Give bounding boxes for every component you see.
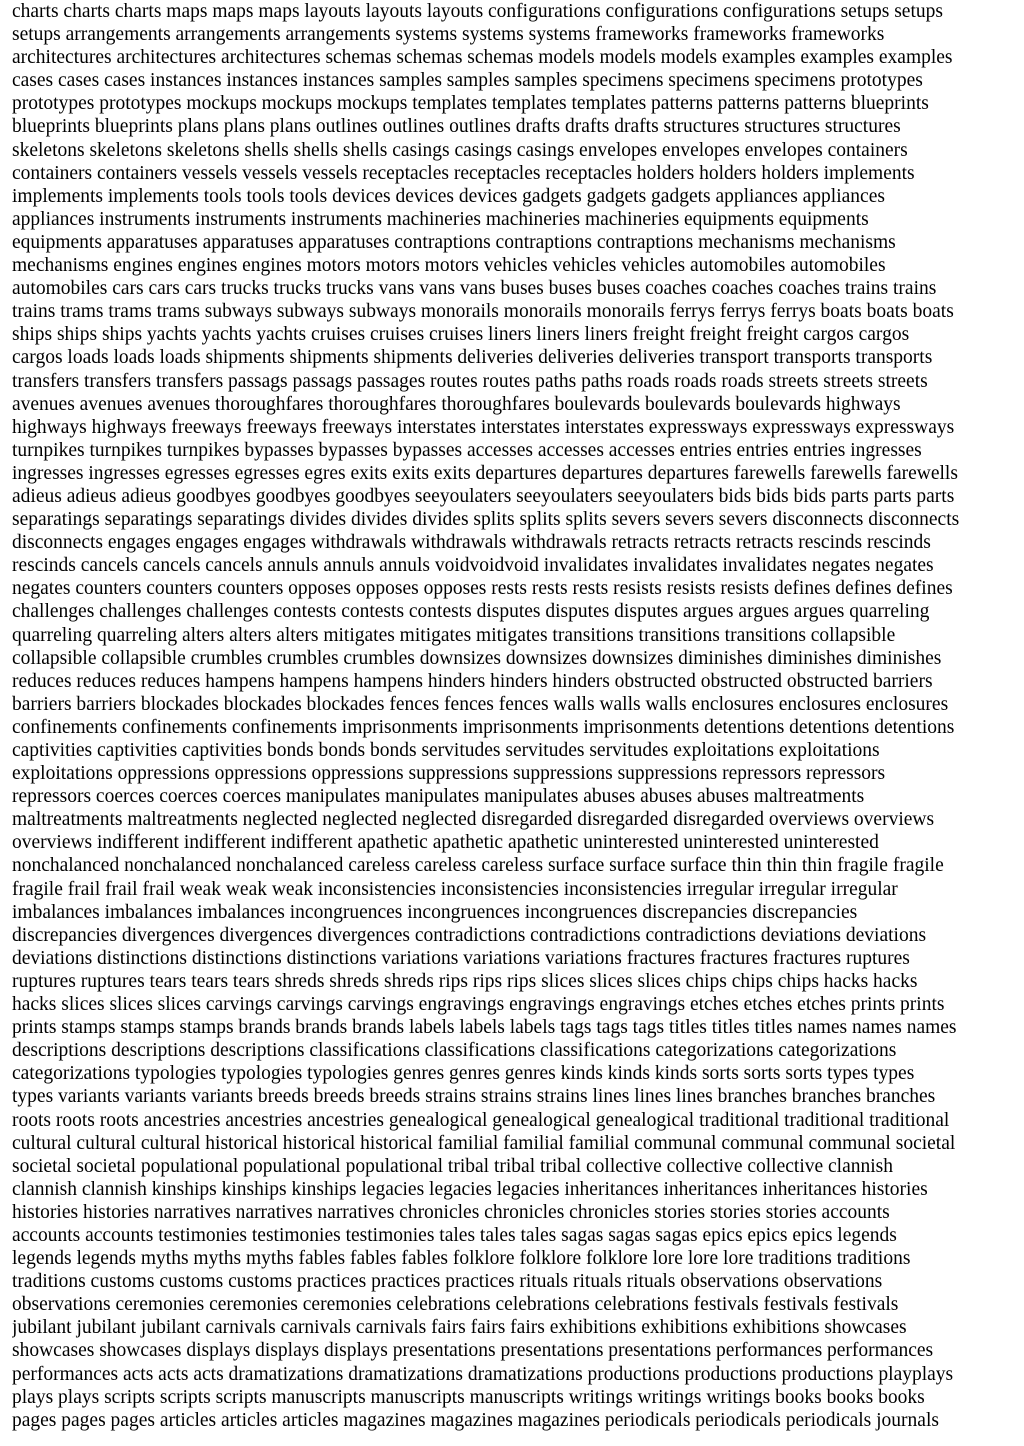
text-line: performances acts acts acts dramatizations dramatizations dramatizations productions productions productions playplays [12, 1363, 954, 1385]
text-line: prints stamps stamps stamps brands brands brands labels labels labels tags tags tags titles titles titles names names names [12, 1017, 957, 1039]
text-line: charts charts charts maps maps maps layouts layouts layouts configurations configurations configurations setups setups [12, 1, 943, 22]
text-line: ruptures ruptures tears tears tears shreds shreds shreds rips rips rips slices slices slices chips chips chips hacks hacks [12, 970, 918, 992]
text-line: separatings separatings separatings divides divides divides splits splits splits severs severs severs disconnects disconnects [12, 509, 960, 531]
text-line: overviews indifferent indifferent indifferent apathetic apathetic apathetic uninterested uninterested uninterested [12, 832, 879, 854]
text-line: confinements confinements confinements imprisonments imprisonments imprisonments detentions detentions detentions [12, 716, 955, 738]
text-line: containers containers vessels vessels vessels receptacles receptacles receptacles holders holders holders implements [12, 162, 915, 184]
text-line: turnpikes turnpikes turnpikes bypasses bypasses bypasses accesses accesses accesses entries entries entries ingresses [12, 439, 922, 461]
text-line: blueprints blueprints plans plans plans outlines outlines outlines drafts drafts drafts structures structures structures [12, 116, 901, 138]
text-line: automobiles cars cars cars trucks trucks trucks vans vans vans buses buses buses coaches coaches coaches trains trains [12, 278, 937, 300]
text-line: cultural cultural cultural historical historical historical familial familial familial communal communal communal societal [12, 1132, 956, 1154]
text-line: reduces reduces reduces hampens hampens hampens hinders hinders hinders obstructed obstructed obstructed barriers [12, 670, 933, 692]
text-line: mechanisms engines engines engines motors motors motors vehicles vehicles vehicles automobiles automobiles [12, 255, 886, 277]
text-line: adieus adieus adieus goodbyes goodbyes goodbyes seeyoulaters seeyoulaters seeyoulaters bids bids bids parts parts parts [12, 485, 955, 507]
text-line: repressors coerces coerces coerces manipulates manipulates manipulates abuses abuses abuses maltreatments [12, 786, 865, 808]
text-line: equipments apparatuses apparatuses apparatuses contraptions contraptions contraptions mechanisms mechanisms [12, 231, 896, 253]
text-line: legends legends myths myths myths fables fables fables folklore folklore folklore lore lore lore traditions traditions [12, 1248, 911, 1270]
text-line: fragile frail frail frail weak weak weak inconsistencies inconsistencies inconsistencies irregular irregular irregular [12, 878, 898, 900]
text-line: types variants variants variants breeds breeds breeds strains strains strains lines lines lines branches branches branches [12, 1086, 936, 1108]
text-line: challenges challenges challenges contests contests contests disputes disputes disputes argues argues argues quarreling [12, 601, 930, 623]
text-line: avenues avenues avenues thoroughfares thoroughfares thoroughfares boulevards boulevards boulevards highways [12, 393, 901, 415]
text-line: clannish clannish kinships kinships kinships legacies legacies legacies inheritances inheritances inheritances histories [12, 1178, 928, 1200]
text-line: prototypes prototypes mockups mockups mockups templates templates templates patterns patterns patterns blueprints [12, 93, 929, 115]
text-line: histories histories narratives narratives narratives chronicles chronicles chronicles stories stories stories accounts [12, 1201, 890, 1223]
text-line: imbalances imbalances imbalances incongruences incongruences incongruences discrepancies discrepancies [12, 901, 858, 923]
text-line: highways highways freeways freeways freeways interstates interstates interstates expressways expressways expressways [12, 416, 955, 438]
text-line: discrepancies divergences divergences divergences contradictions contradictions contradictions deviations deviations [12, 924, 927, 946]
text-line: collapsible collapsible crumbles crumbles crumbles downsizes downsizes downsizes diminishes diminishes diminishes [12, 647, 942, 669]
text-line: architectures architectures architectures schemas schemas schemas models models models examples examples examples [12, 47, 953, 69]
text-line: hacks slices slices slices carvings carvings carvings engravings engravings engravings etches etches etches prints prints [12, 994, 945, 1016]
text-line: implements implements tools tools tools devices devices devices gadgets gadgets gadgets appliances appliances [12, 185, 885, 207]
text-line: trains trams trams trams subways subways subways monorails monorails monorails ferrys ferrys ferrys boats boats boats [12, 301, 954, 323]
text-line: roots roots roots ancestries ancestries ancestries genealogical genealogical genealogical traditional traditional traditional [12, 1109, 950, 1131]
text-line: negates counters counters counters opposes opposes opposes rests rests rests resists resists resists defines defines defines [12, 578, 953, 600]
text-line: disconnects engages engages engages withdrawals withdrawals withdrawals retracts retracts retracts rescinds rescinds [12, 532, 931, 554]
text-line: maltreatments maltreatments neglected neglected neglected disregarded disregarded disregarded overviews overviews [12, 809, 935, 831]
text-line: barriers barriers blockades blockades blockades fences fences fences walls walls walls enclosures enclosures enclosures [12, 693, 949, 715]
text-line: descriptions descriptions descriptions classifications classifications classifications categorizations categorizations [12, 1040, 897, 1062]
text-line: rescinds cancels cancels cancels annuls annuls annuls voidvoidvoid invalidates invalidates invalidates negates negates [12, 555, 934, 577]
text-line: showcases showcases displays displays displays presentations presentations presentations performances performances [12, 1340, 934, 1362]
text-line: pages pages pages articles articles articles magazines magazines magazines periodicals periodicals periodicals journals [12, 1409, 939, 1431]
text-line: captivities captivities captivities bonds bonds bonds servitudes servitudes servitudes exploitations exploitations [12, 740, 880, 761]
text-line: transfers transfers transfers passags passags passages routes routes paths paths roads roads roads streets streets streets [12, 370, 928, 392]
text-line: setups arrangements arrangements arrangements systems systems systems frameworks frameworks frameworks [12, 24, 885, 46]
text-line: categorizations typologies typologies typologies genres genres genres kinds kinds kinds sorts sorts sorts types types [12, 1063, 915, 1085]
text-line: cases cases cases instances instances instances samples samples samples specimens specimens specimens prototypes [12, 70, 923, 92]
text-line: observations ceremonies ceremonies ceremonies celebrations celebrations celebrations festivals festivals festivals [12, 1294, 899, 1316]
text-line: skeletons skeletons skeletons shells shells shells casings casings casings envelopes envelopes envelopes containers [12, 139, 908, 161]
text-line: plays plays scripts scripts scripts manuscripts manuscripts manuscripts writings writings writings books books books [12, 1386, 925, 1408]
text-line: jubilant jubilant jubilant carnivals carnivals carnivals fairs fairs fairs exhibitions exhibitions exhibitions showcases [12, 1317, 907, 1339]
text-line: nonchalanced nonchalanced nonchalanced careless careless careless surface surface surface thin thin thin fragile fragile [12, 855, 944, 877]
text-line: deviations distinctions distinctions distinctions variations variations variations fractures fractures fractures ruptures [12, 947, 910, 969]
text-line: exploitations oppressions oppressions oppressions suppressions suppressions suppressions repressors repressors [12, 763, 886, 785]
text-line: ships ships ships yachts yachts yachts cruises cruises cruises liners liners liners freight freight freight cargos cargos [12, 324, 910, 346]
text-line: appliances instruments instruments instruments machineries machineries machineries equipments equipments [12, 208, 869, 230]
text-line: traditions customs customs customs practices practices practices rituals rituals rituals observations observations [12, 1271, 883, 1293]
text-line: accounts accounts testimonies testimonies testimonies tales tales tales sagas sagas sagas epics epics epics legends [12, 1224, 897, 1246]
text-line: societal societal populational populational populational tribal tribal tribal collective collective collective clannish [12, 1155, 893, 1177]
text-line: cargos loads loads loads shipments shipments shipments deliveries deliveries deliveries transport transports transports [12, 347, 933, 369]
text-line: quarreling quarreling alters alters alters mitigates mitigates mitigates transitions transitions transitions collapsible [12, 624, 896, 646]
text-line: ingresses ingresses egresses egresses egres exits exits exits departures departures departures farewells farewells farewells [12, 462, 958, 484]
